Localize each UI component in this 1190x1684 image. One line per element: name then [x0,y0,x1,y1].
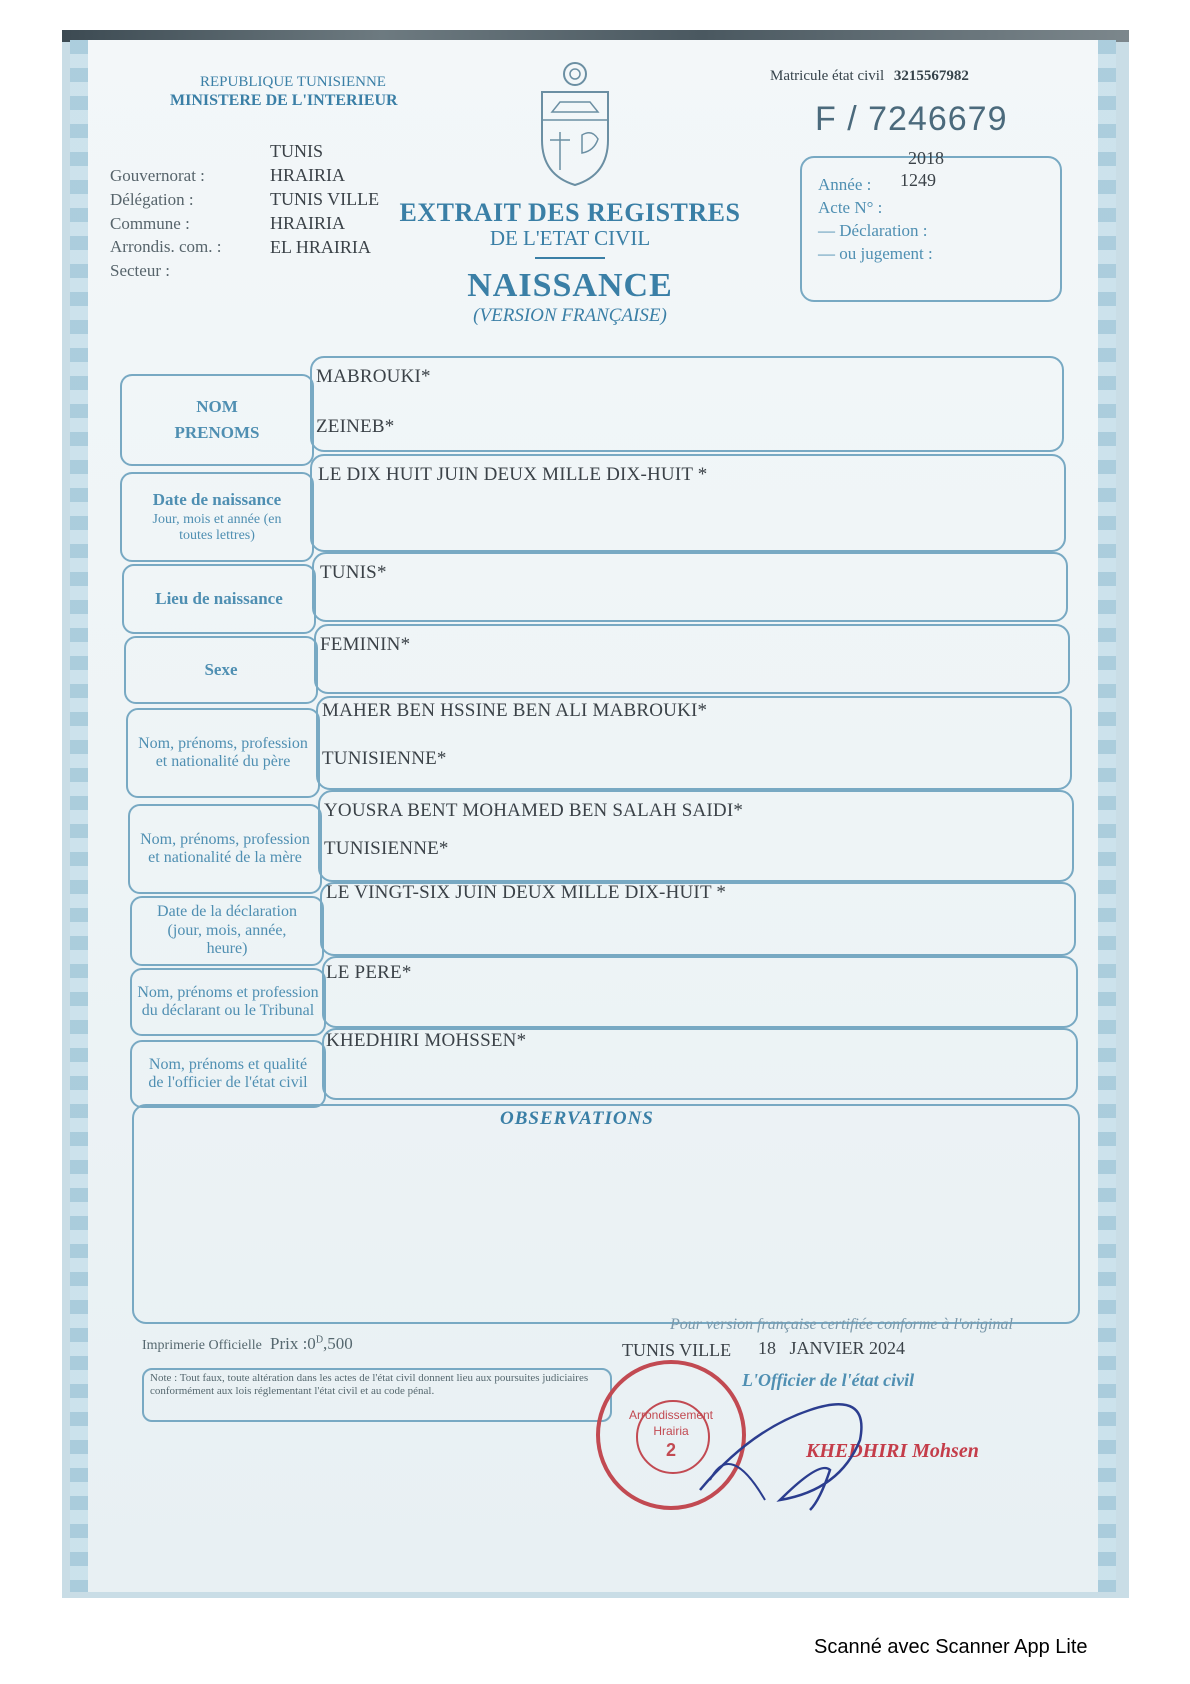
date-naissance-label-box [120,472,314,562]
legal-note: Note : Tout faux, toute altération dans les actes de l'état civil donnent lieu aux poursuites judiciaires conformément aux lois réglementant l'état civil et au code pénal. [150,1372,589,1398]
annee-value: 2018 [908,148,944,168]
secteur-value: EL HRAIRIA [270,236,371,257]
officer-title: L'Officier de l'état civil [742,1370,915,1390]
acte-label: Acte N° : [818,197,883,217]
title-version: (VERSION FRANÇAISE) [473,305,667,326]
header-labels [110,164,221,283]
arrondis-label: Arrondis. com. : [110,237,222,257]
nom-value: MABROUKI* [316,366,431,387]
certified-text: Pour version française certifiée conforme à l'original [670,1316,1013,1333]
prix-sup: D [315,1334,324,1346]
birth-certificate-document [70,40,1116,1592]
country-name: REPUBLIQUE TUNISIENNE [200,74,386,90]
header-values [270,140,379,260]
ministry-name: MINISTERE DE L'INTERIEUR [170,92,398,109]
declaration-type-label: — Déclaration : [818,220,928,240]
sexe-label-box [124,636,318,704]
secteur-label: Secteur : [110,261,170,281]
declarant-label: Nom, prénoms et profession du déclarant ou le Tribunal [137,983,319,1019]
commune-label: Commune : [110,213,190,233]
prix-line [270,1334,353,1354]
prenoms-value: ZEINEB* [316,416,395,437]
observations-label: OBSERVATIONS [500,1108,654,1129]
lieu-label-box [122,564,316,634]
declarant-label-box [130,968,326,1036]
pere-label-box [126,708,320,798]
date-naissance-value: LE DIX HUIT JUIN DEUX MILLE DIX-HUIT * [318,464,708,485]
mere-label-box [128,804,322,894]
annee-label: Année : [818,175,872,194]
acte-value: 1249 [900,170,936,190]
officer-name: KHEDHIRI Mohsen [806,1440,979,1462]
date-naissance-label: Date de naissance [152,490,282,510]
arrondis-value: HRAIRIA [270,212,345,233]
title-main: NAISSANCE [467,267,673,304]
mere-value-line2: TUNISIENNE* [324,838,449,859]
pere-value-line2: TUNISIENNE* [322,748,447,769]
document-title [390,198,750,327]
lieu-field [312,552,1068,622]
delegation-value: HRAIRIA [270,164,345,185]
matricule-value: 3215567982 [893,68,969,84]
gouvernorat-value: TUNIS [270,141,323,161]
pere-label: Nom, prénoms, profession et nationalité du père [138,734,308,770]
officier-label: Nom, prénoms et qualité de l'officier de l'état civil [148,1055,308,1091]
prix-label: Prix :0 [270,1334,316,1353]
declaration-label: Date de la déclaration (jour, mois, année, heure) [157,903,297,958]
right-decorative-border [1098,40,1116,1592]
imprimerie-label: Imprimerie Officielle [142,1338,262,1353]
form-number: F / 7246679 [815,100,1008,138]
officier-label-box [130,1040,326,1108]
mere-label: Nom, prénoms, profession et nationalité de la mère [140,830,310,866]
pere-value-line1: MAHER BEN HSSINE BEN ALI MABROUKI* [322,700,708,721]
scanned-photo [62,30,1129,1598]
title-divider [535,257,605,259]
title-line1: EXTRAIT DES REGISTRES [399,198,741,227]
commune-value: TUNIS VILLE [270,188,380,209]
officier-value: KHEDHIRI MOHSSEN* [326,1030,527,1051]
sexe-value: FEMININ* [320,634,411,655]
nom-prenoms-label-box [120,374,314,466]
scanner-caption: Scanné avec Scanner App Lite [814,1636,1088,1658]
declaration-value: LE VINGT-SIX JUIN DEUX MILLE DIX-HUIT * [326,882,727,903]
observations-box [132,1104,1080,1324]
nom-label: NOM [196,397,238,417]
matricule-label: Matricule état civil [770,68,885,84]
sexe-label: Sexe [204,660,238,680]
tunisia-coat-of-arms-icon [530,60,620,190]
declarant-field [322,956,1078,1028]
stamp-line1: Arrondissement [628,1408,714,1422]
signature-date: 18 JANVIER 2024 [758,1338,905,1358]
prix-tail: ,500 [323,1334,353,1353]
jugement-label: — ou jugement : [818,243,933,263]
delegation-label: Délégation : [110,189,194,209]
stamp-line2: Hrairia [653,1423,689,1438]
lieu-value: TUNIS* [320,562,387,583]
declaration-label-box [130,896,324,966]
handwritten-signature [670,1370,890,1520]
sexe-field [314,624,1070,694]
declarant-value: LE PERE* [326,962,412,983]
gouvernorat-label: Gouvernorat : [110,166,205,185]
signature-place: TUNIS VILLE [622,1340,732,1360]
date-naissance-sublabel: Jour, mois et année (en toutes lettres) [152,511,282,543]
stamp-line3: 2 [665,1440,676,1461]
mere-value-line1: YOUSRA BENT MOHAMED BEN SALAH SAIDI* [324,800,744,821]
lieu-label: Lieu de naissance [155,589,283,609]
matricule-line [770,68,969,85]
left-decorative-border [70,40,88,1592]
title-line2: DE L'ETAT CIVIL [489,226,651,250]
prenoms-label: PRENOMS [174,423,260,442]
